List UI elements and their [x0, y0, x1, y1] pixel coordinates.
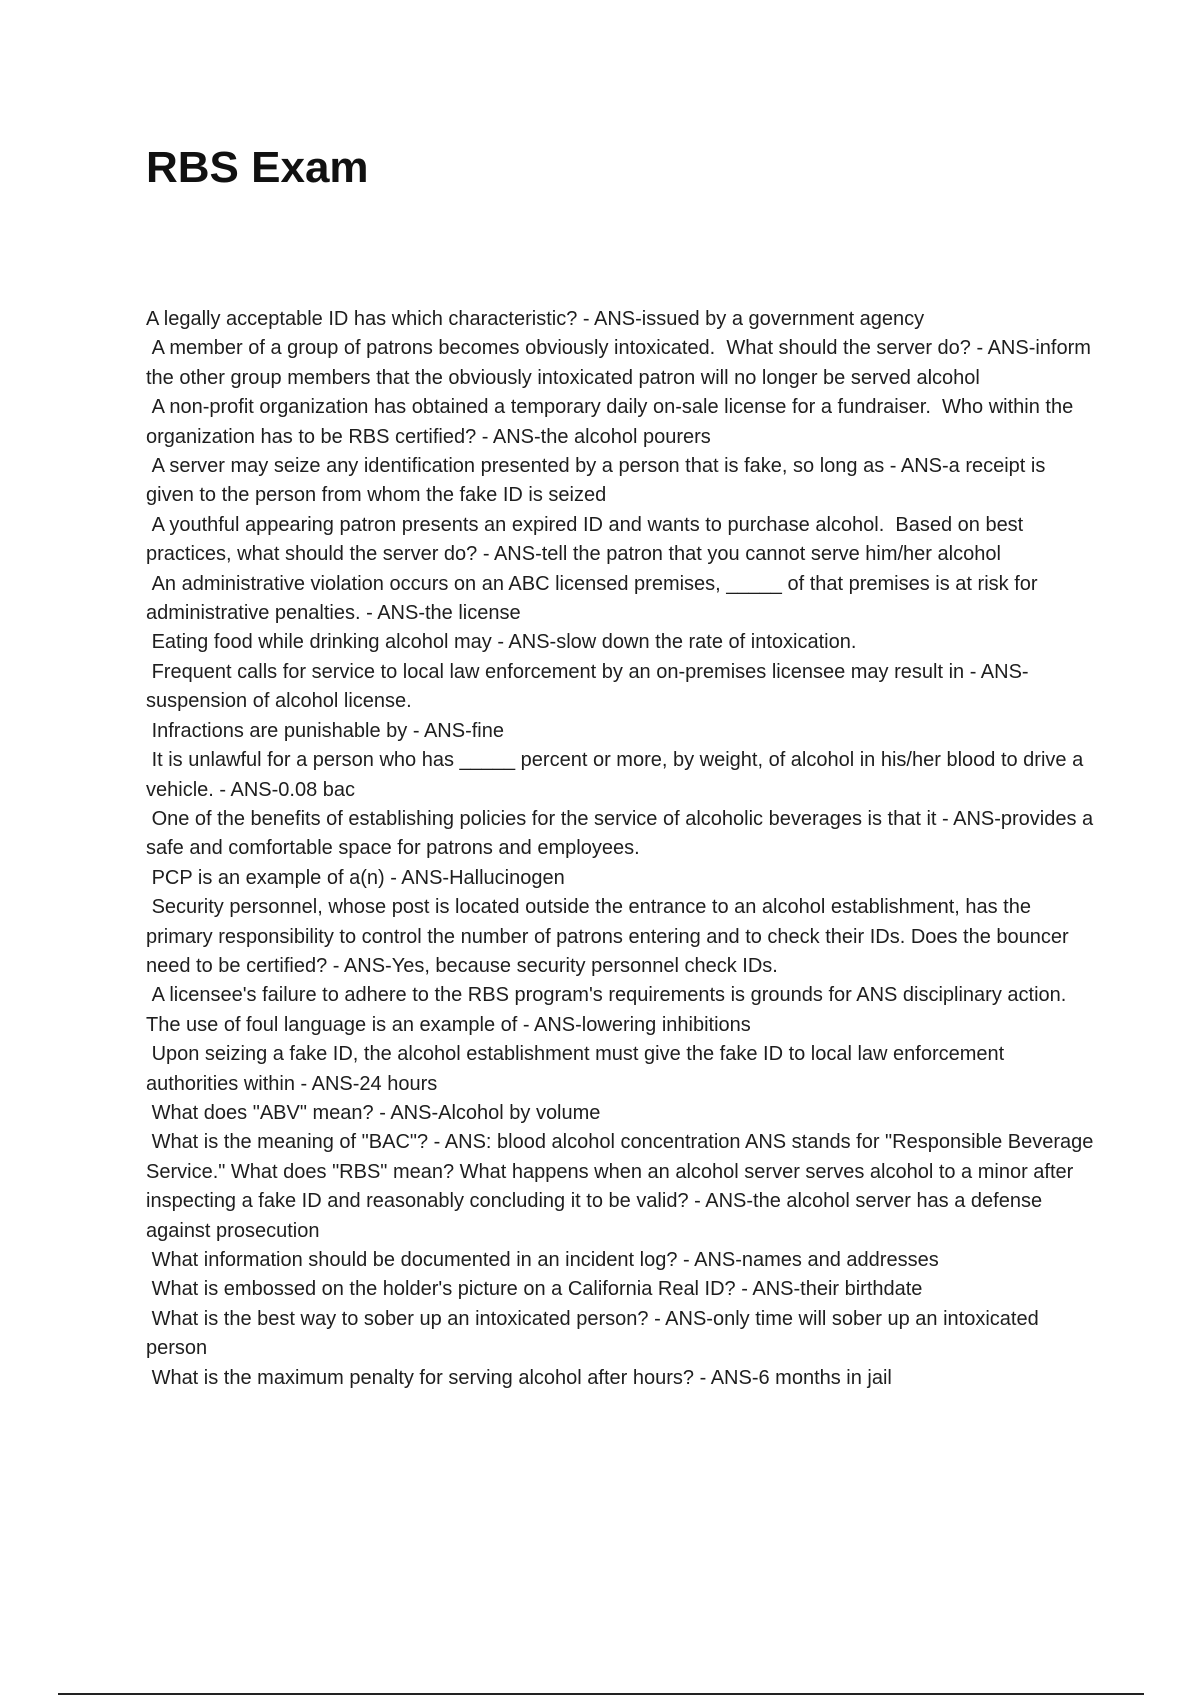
- qa-item: What is the best way to sober up an intoxicated person? - ANS-only time will sober up an intoxicated person: [146, 1307, 1045, 1360]
- qa-item: What information should be documented in an incident log? - ANS-names and addresses: [146, 1249, 939, 1271]
- footer-divider: [58, 1693, 1144, 1695]
- qa-item: A server may seize any identification presented by a person that is fake, so long as - ANS-a receipt is given to the person from whom the fake ID is seized: [146, 455, 1051, 507]
- qa-item: It is unlawful for a person who has _____ percent or more, by weight, of alcohol in his/her blood to drive a vehicle. - ANS-0.08 bac: [146, 749, 1089, 801]
- qa-item: Eating food while drinking alcohol may - ANS-slow down the rate of intoxication.: [146, 631, 857, 654]
- qa-item: What does "ABV" mean? - ANS-Alcohol by volume: [146, 1101, 601, 1124]
- qa-item: A licensee's failure to adhere to the RBS program's requirements is grounds for ANS disciplinary action. The use of foul language is an example of - ANS-lowering inhibitions: [146, 984, 1072, 1036]
- qa-list: [146, 305, 1098, 1393]
- qa-item: A legally acceptable ID has which characteristic? - ANS-issued by a government agency: [146, 308, 925, 330]
- qa-item: A youthful appearing patron presents an expired ID and wants to purchase alcohol. Based on best practices, what should the server do? - ANS-tell the patron that you cannot serve him/her alcohol: [146, 513, 1029, 566]
- page-title: RBS Exam: [146, 143, 369, 192]
- qa-item: Infractions are punishable by - ANS-fine: [146, 719, 504, 742]
- qa-item: What is embossed on the holder's picture on a California Real ID? - ANS-their birthdate: [146, 1278, 923, 1301]
- qa-item: A member of a group of patrons becomes obviously intoxicated. What should the server do? - ANS-inform the other group members that the obviously intoxicated patron will no longer be served alcohol: [146, 337, 1097, 389]
- qa-item: What is the meaning of "BAC"? - ANS: blood alcohol concentration ANS stands for "Responsible Beverage Service." What does "RBS" mean? What happens when an alcohol server serves alcohol to a minor after inspecting a fake ID and reasonably concluding it to be valid? - ANS-the alcohol server has a defense against prosecution: [146, 1131, 1099, 1242]
- qa-item: A non-profit organization has obtained a temporary daily on-sale license for a fundraiser. Who within the organization has to be RBS certified? - ANS-the alcohol pourers: [146, 396, 1079, 448]
- qa-item: Security personnel, whose post is located outside the entrance to an alcohol establishment, has the primary responsibility to control the number of patrons entering and to check their IDs. Does the bouncer need to be certified? - ANS-Yes, because security personnel check IDs.: [146, 896, 1075, 977]
- qa-item: What is the maximum penalty for serving alcohol after hours? - ANS-6 months in jail: [146, 1366, 892, 1389]
- qa-item: An administrative violation occurs on an ABC licensed premises, _____ of that premises is at risk for administrative penalties. - ANS-the license: [146, 572, 1044, 625]
- qa-item: PCP is an example of a(n) - ANS-Hallucinogen: [146, 866, 565, 889]
- qa-item: One of the benefits of establishing policies for the service of alcoholic beverages is that it - ANS-provides a safe and comfortable space for patrons and employees.: [146, 807, 1099, 860]
- qa-item: Upon seizing a fake ID, the alcohol establishment must give the fake ID to local law enforcement authorities within - ANS-24 hours: [146, 1043, 1010, 1095]
- qa-item: Frequent calls for service to local law enforcement by an on-premises licensee may result in - ANS-suspension of alcohol license.: [146, 660, 1029, 713]
